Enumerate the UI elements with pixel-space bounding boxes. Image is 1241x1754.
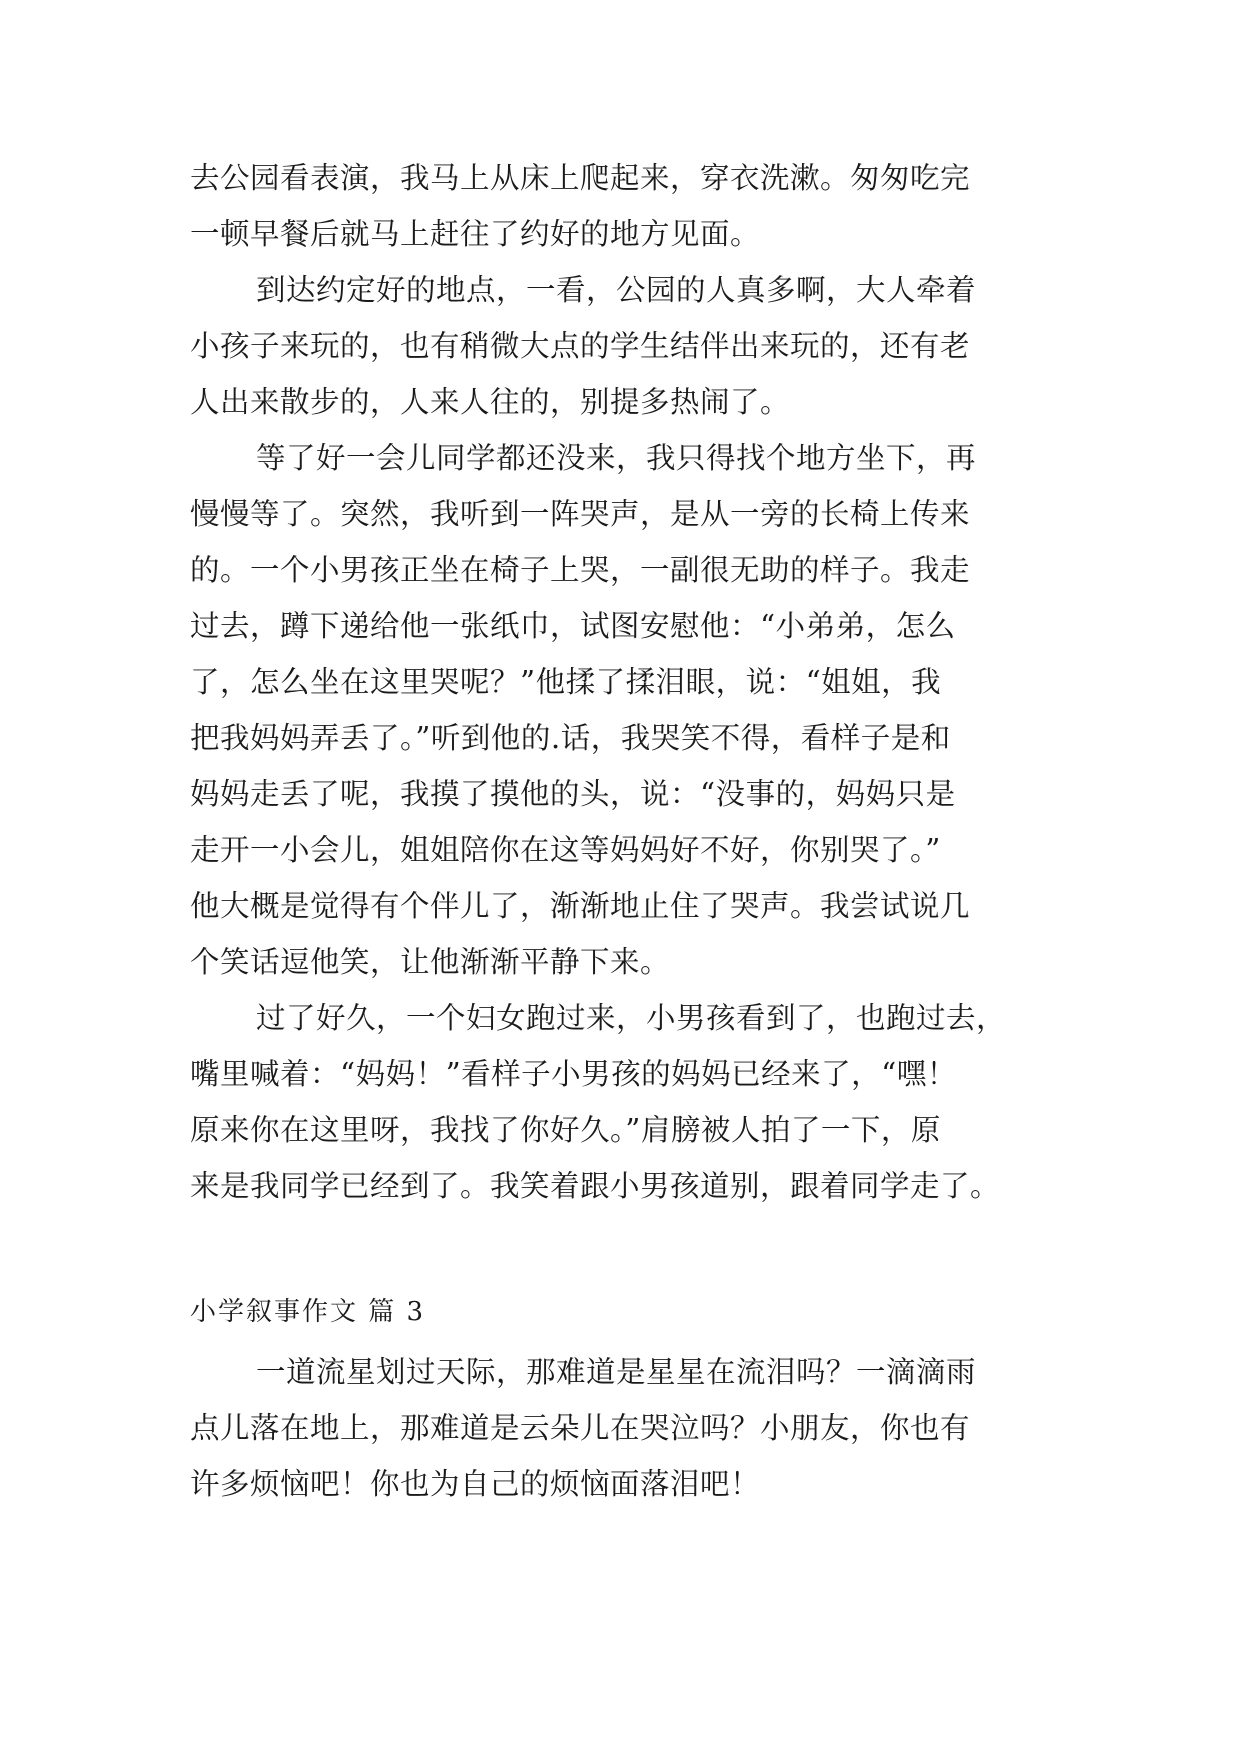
text-line: 他大概是觉得有个伴儿了，渐渐地止住了哭声。我尝试说几 <box>190 889 971 923</box>
text-line: 了，怎么坐在这里哭呢？”他揉了揉泪眼，说：“姐姐，我 <box>190 665 942 699</box>
paragraph-3 <box>190 430 1058 990</box>
text-line: 小孩子来玩的，也有稍微大点的学生结伴出来玩的，还有老 <box>190 329 971 363</box>
text-line: 等了好一会儿同学都还没来，我只得找个地方坐下，再 <box>256 441 977 475</box>
text-line: 来是我同学已经到了。我笑着跟小男孩道别，跟着同学走了。 <box>190 1169 1001 1203</box>
text-line: 的。一个小男孩正坐在椅子上哭，一副很无助的样子。我走 <box>190 553 971 587</box>
text-line: 过去，蹲下递给他一张纸巾，试图安慰他：“小弟弟，怎么 <box>190 609 956 643</box>
text-line: 过了好久，一个妇女跑过来，小男孩看到了，也跑过去， <box>256 1001 1007 1035</box>
text-line: 到达约定好的地点，一看，公园的人真多啊，大人牵着 <box>256 273 977 307</box>
text-line: 许多烦恼吧！你也为自己的烦恼面落泪吧！ <box>190 1467 761 1501</box>
paragraph-4 <box>190 990 1058 1214</box>
text-line: 走开一小会儿，姐姐陪你在这等妈妈好不好，你别哭了。” <box>190 833 941 867</box>
page-content <box>190 150 1058 1512</box>
text-line: 去公园看表演，我马上从床上爬起来，穿衣洗漱。匆匆吃完 <box>190 161 971 195</box>
text-line: 嘴里喊着：“妈妈！”看样子小男孩的妈妈已经来了，“嘿！ <box>190 1057 957 1091</box>
text-line: 一顿早餐后就马上赶往了约好的地方见面。 <box>190 217 761 251</box>
text-line: 把我妈妈弄丢了。”听到他的.话，我哭笑不得，看样子是和 <box>190 721 951 755</box>
text-line: 妈妈走丢了呢，我摸了摸他的头，说：“没事的，妈妈只是 <box>190 777 956 811</box>
text-line: 个笑话逗他笑，让他渐渐平静下来。 <box>190 945 671 979</box>
paragraph-1 <box>190 150 1058 262</box>
section-heading: 小学叙事作文 篇 3 <box>190 1297 426 1327</box>
text-line: 原来你在这里呀，我找了你好久。”肩膀被人拍了一下，原 <box>190 1113 941 1147</box>
text-line: 一道流星划过天际，那难道是星星在流泪吗？一滴滴雨 <box>256 1355 977 1389</box>
text-line: 点儿落在地上，那难道是云朵儿在哭泣吗？小朋友，你也有 <box>190 1411 971 1445</box>
section-paragraph-1 <box>190 1344 1058 1512</box>
text-line: 人出来散步的，人来人往的，别提多热闹了。 <box>190 385 791 419</box>
paragraph-2 <box>190 262 1058 430</box>
text-line: 慢慢等了。突然，我听到一阵哭声，是从一旁的长椅上传来 <box>190 497 971 531</box>
section-spacer <box>190 1214 1058 1286</box>
